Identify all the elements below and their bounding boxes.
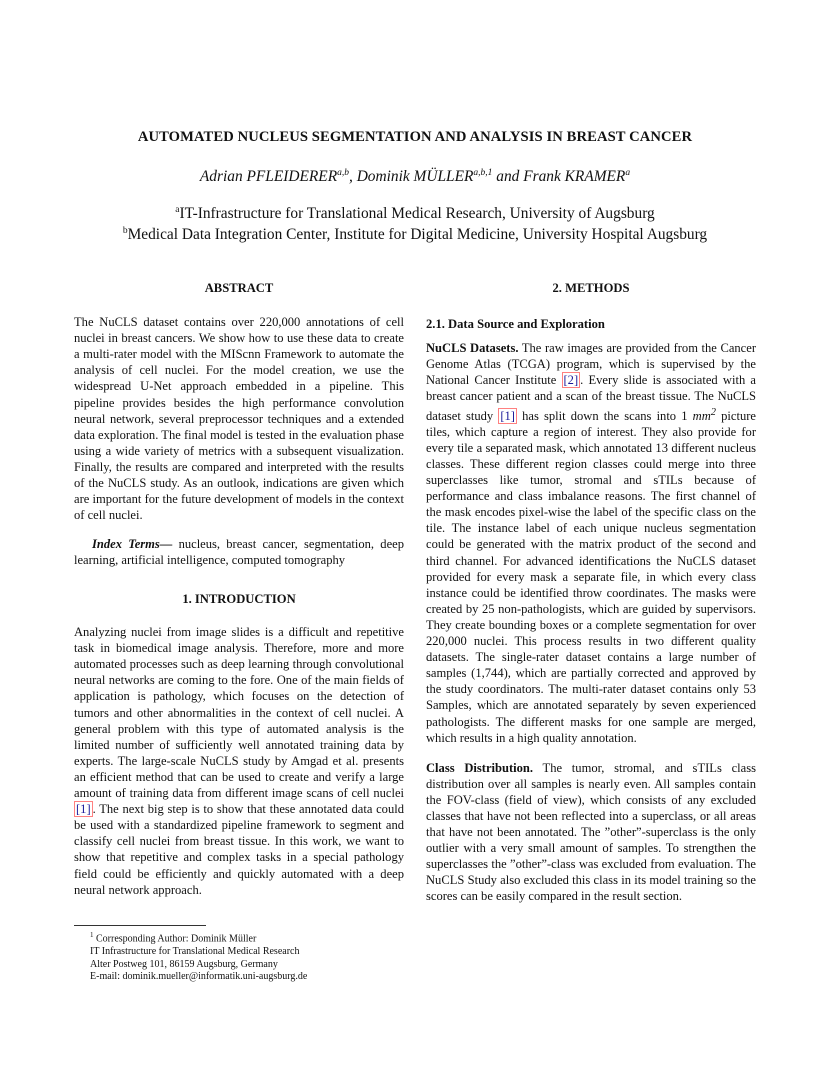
intro-text-part: Analyzing nuclei from image slides is a difficult and repetitive task in biomedical image analysis. Therefore, more and more automated processes such as deep learning through convolutional neural networks are coming to the fore. One of the main fields of application is pathology, which focuses on the detection of tumors and other abnormalities in the context of cell nuclei. A general problem with this type of automated analysis is the limited number of sufficiently well annotated training data by experts. The large-scale NuCLS study by Amgad et al. presents an efficient method that can be used to create and verify a large amount of training data from different image scans of cell nuclei (74, 625, 404, 801)
footnote-line: Alter Postweg 101, 86159 Augsburg, Germany (90, 958, 278, 970)
affiliation-mark: b (122, 226, 128, 236)
paragraph-text: The raw images are provided from the Cancer Genome Atlas (TCGA) program, which is supervised by the National Cancer Institute (426, 341, 756, 388)
author-name: Frank KRAMER (523, 168, 626, 186)
author-name: Dominik MÜLLER (356, 168, 474, 186)
abstract-text: The NuCLS dataset contains over 220,000 annotations of cell nuclei in breast cancers. We show how to use these data to create a multi-rater model with the MIScnn Framework to automate the analysis of cell nuclei. For the model creation, we use the widespread U-Net approach embedded in a pipeline. This pipeline provides besides the high performance convolution neural network, several preprocessor techniques and a extended data exploration. The final model is tested in the evaluation phase using a wide variety of metrics with a subsequent visualization. Finally, the results are compared and interpreted with the results of the NuCLS study. As an outlook, indications are given which are important for the future development of models in the context of cell nuclei. (74, 315, 404, 523)
methods-heading: 2. METHODS (552, 281, 630, 295)
intro-text-part: . The next big step is to show that these annotated data could be used with a standardized pipeline framework to segment and classify cell nuclei from breast tissue. In this work, we want to show that repetitive and complex tasks in a special pathology field could be efficiently and quickly automated with a deep neural network approach. (74, 802, 404, 897)
arxiv-stamp-svg (22, 292, 44, 692)
affiliation-text: IT-Infrastructure for Translational Medical Research, University of Augsburg (179, 205, 655, 223)
affiliation-text: Medical Data Integration Center, Institute for Digital Medicine, University Hospital Augsburg (127, 226, 708, 244)
paragraph-text: The tumor, stromal, and sTILs class distribution over all samples is nearly even. All samples contain the FOV-class (field of view), which consists of any excluded classes that have not been reflected into a superclass, or all areas that have not been annotated. The ”other”-superclass is the only outlier with a very small amount of samples. To strengthen the superclasses the ”other”-class was excluded from evaluation. The NuCLS Study also excluded this class in its model training so the scores can be easily compared in the result section. (426, 760, 756, 904)
math-exponent: 2 (710, 406, 716, 418)
affiliation-a (74, 205, 756, 223)
paragraph-lead: Class Distribution. (426, 760, 534, 775)
footnote-mark: 1 (90, 931, 94, 939)
paragraph-text: picture tiles, which capture a region of interest. They also provide for every tile a separated mask, which annotated 13 different nucleus classes. These different region classes could merge into three superclasses like tumor, stromal and sTILs because of performance and class imbalance reasons. The first channel of the mask encodes pixel-wise the label of the specific class on the tile. The instance label of each unique nucleus segmentation could be generated with the matrix product of the second and third channel. For advanced identifications the NuCLS dataset provided for every mask a separate file, in which every class instance could be identified throw coordinates. The masks were created by 25 non-pathologists, which are guided by supervisors. They create bounding boxes or a complete segmentation for over 220,000 nuclei. This process results in two different quality datasets. The single-rater dataset contains a large number of samples (1,744), which are partially corrected and approved by the study coordinators. The multi-rater dataset contains only 53 Samples, which are annotated separately by seven experienced pathologists. The different masks for one sample are merged, which results in a high quality annotation. (426, 408, 756, 745)
author-affiliation-mark: a,b (337, 168, 349, 178)
author-affiliation-mark: a,b,1 (473, 168, 493, 178)
paragraph-lead: NuCLS Datasets. (426, 341, 519, 356)
abstract-section (74, 280, 404, 569)
subsection-heading: 2.1. Data Source and Exploration (426, 317, 605, 332)
footnote-email: E-mail: dominik.mueller@informatik.uni-augsburg.de (90, 971, 308, 983)
index-terms (74, 536, 404, 568)
author-list: Adrian PFLEIDERER$^{a,b}$, Dominik MÜLLER$^{a,b,1}$ and Frank KRAMER$^a$ (199, 168, 631, 186)
footnote-author: Corresponding Author: Dominik Müller (93, 933, 257, 945)
paragraph-text: has split down the scans into 1 (516, 408, 693, 423)
arxiv-identifier-stamp (22, 292, 44, 692)
affiliation-b (74, 226, 756, 244)
author-name: Adrian PFLEIDERER (199, 168, 338, 186)
introduction-section (74, 591, 404, 898)
introduction-text (74, 624, 404, 898)
author-connector: and (492, 168, 524, 186)
paragraph-text: . Every slide is associated with a breast cancer patient and a scan of the breast tissue. The NuCLS dataset study (426, 373, 757, 423)
class-distribution-paragraph (426, 760, 756, 905)
index-terms-text: nucleus, breast cancer, segmentation, deep learning, artificial intelligence, computed tomography (74, 537, 404, 568)
footnote-rule (74, 925, 206, 926)
citation-link[interactable]: [1] (500, 408, 515, 423)
introduction-heading: 1. INTRODUCTION (182, 592, 296, 606)
citation-link[interactable]: [2] (563, 373, 579, 388)
abstract-heading: ABSTRACT (204, 281, 274, 295)
nucls-datasets-paragraph (426, 340, 756, 746)
citation-link[interactable]: [1] (76, 802, 91, 817)
footnote-line (90, 929, 410, 946)
math-unit: mm (692, 408, 711, 423)
footnote (90, 929, 410, 984)
paper-title: AUTOMATED NUCLEUS SEGMENTATION AND ANALYSIS IN BREAST CANCER (137, 129, 693, 145)
footnote-line: IT Infrastructure for Translational Medical Research (90, 946, 300, 958)
index-terms-label: Index Terms— (92, 537, 173, 552)
affiliation-mark: a (175, 205, 180, 215)
author-affiliation-mark: a (625, 168, 631, 178)
methods-section (426, 280, 756, 905)
